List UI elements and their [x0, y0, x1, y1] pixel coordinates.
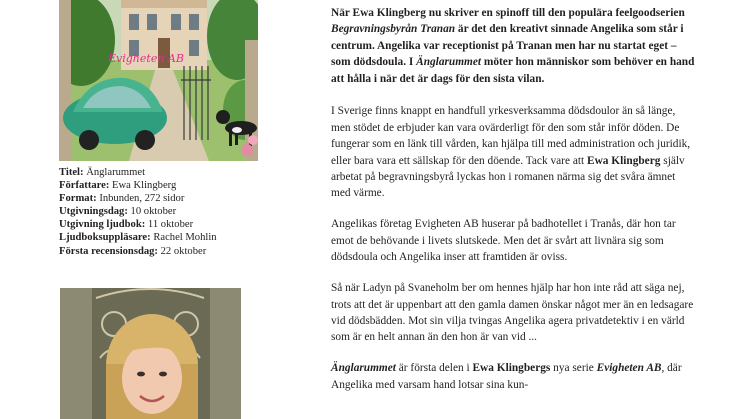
- detail-review-date: Första recensionsdag: 22 oktober: [59, 245, 207, 257]
- detail-author: Författare: Ewa Klingberg: [59, 180, 177, 192]
- detail-format: Format: Inbunden, 272 sidor: [59, 193, 185, 205]
- intro-paragraph: När Ewa Klingberg nu skriver en spinoff till den populära feelgoodserien Begravningsbyrån Tranan är det den kreativt sinnade Angelika som står i centrum. Angelika var receptionist på Tranan men har nu startat eget – som dödsdoula. I Änglarummet möter hon människor som behöver en hand att hålla i när det är dags för den sista vilan.: [331, 7, 695, 85]
- paragraph-series: Änglarummet är första delen i Ewa Klingbergs nya serie Evigheten AB, där Angelika med varsam hand lotsar sina kun-: [331, 362, 682, 391]
- book-details: [59, 166, 289, 258]
- book-cover-illustration: [59, 0, 258, 161]
- detail-audiobook-release: Utgivning ljudbok: 11 oktober: [59, 219, 194, 231]
- cover-title-script: Evigheten AB: [108, 52, 184, 65]
- paragraph-company: Angelikas företag Evigheten AB huserar på badhotellet i Tranås, där hon tar emot de behövande i livets slutskede. Men det är svårt att livnära sig som dödsdoula och Angelika inser att framtiden är oviss.: [331, 218, 676, 264]
- book-cover: [59, 0, 258, 161]
- press-release-text: [331, 0, 697, 408]
- author-photo: [60, 288, 241, 419]
- author-photo-image: [60, 288, 241, 419]
- paragraph-doula: I Sverige finns knappt en handfull yrkesverksamma dödsdoulor än så länge, men stödet de erbjuder kan vara ovärderligt för den som står inför döden. De fungerar som en länk till vården, kan hjälpa till med administration och juridik, eller bara vara ett sällskap för den döende. Tack vare att Ewa Klingberg själv arbetat på begravningsbyrå lyckas hon i romanen närma sig det svåra ämnet med värme.: [331, 105, 691, 200]
- detail-release: Utgivningsdag: 10 oktober: [59, 206, 177, 218]
- detail-audiobook-reader: Ljudboksuppläsare: Rachel Mohlin: [59, 232, 217, 244]
- detail-title: Titel: Änglarummet: [59, 167, 146, 178]
- paragraph-plot: Så när Ladyn på Svaneholm ber om hennes hjälp har hon inte råd att säga nej, trots att det är uppenbart att den gamla damen önskar något mer än en ledsagare vid dödsbädden. Mot sin vilja tvingas Angelika agera privatdetektiv i en värld som är en helt annan än den hon är van vid ...: [331, 282, 694, 344]
